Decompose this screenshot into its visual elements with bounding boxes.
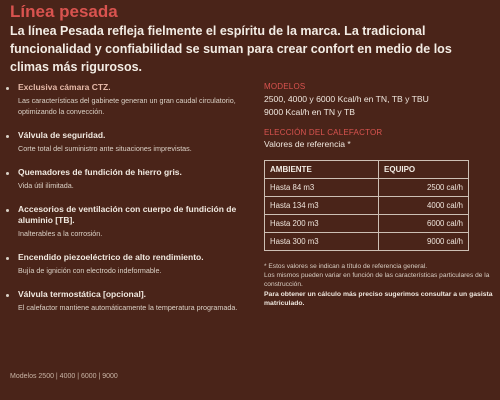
- features-list: [6, 82, 261, 326]
- table-row: [265, 179, 469, 197]
- note-text: Los mismos pueden variar en función de las características particulares de la construcción.: [264, 272, 490, 289]
- feature-item: [6, 130, 261, 154]
- table-cell-size: Hasta 300 m3: [265, 233, 379, 251]
- models-text: 2500, 4000 y 6000 Kcal/h en TN, TB y TBU 9000 Kcal/h en TN y TB: [264, 94, 429, 117]
- feature-title: Accesorios de ventilación con cuerpo de fundición de aluminio [TB].: [18, 204, 237, 225]
- reference-table: [264, 160, 469, 251]
- table-row: [265, 197, 469, 215]
- feature-description: Vida útil ilimitada.: [18, 181, 74, 190]
- bullet-icon: [6, 87, 9, 90]
- feature-item: [6, 289, 261, 313]
- feature-title: Válvula termostática [opcional].: [18, 289, 147, 299]
- bullet-icon: [6, 294, 9, 297]
- table-row: [265, 215, 469, 233]
- reference-label: Valores de referencia *: [264, 139, 351, 149]
- note-advice: Para obtener un cálculo más preciso sugerimos consultar a un gasista matriculado.: [264, 290, 493, 308]
- feature-item: [6, 82, 261, 117]
- table-cell-size: Hasta 134 m3: [265, 197, 379, 215]
- heater-heading: ELECCIÓN DEL CALEFACTOR: [264, 128, 383, 137]
- table-cell-equipment: 9000 cal/h: [379, 233, 469, 251]
- feature-description: Inalterables a la corrosión.: [18, 229, 103, 238]
- feature-description: El calefactor mantiene automáticamente la temperatura programada.: [18, 303, 238, 312]
- feature-item: [6, 252, 261, 276]
- table-cell-equipment: 6000 cal/h: [379, 215, 469, 233]
- feature-title: Válvula de seguridad.: [18, 130, 106, 140]
- bullet-icon: [6, 172, 9, 175]
- footer-models: Modelos 2500 | 4000 | 6000 | 9000: [10, 373, 118, 380]
- feature-item: [6, 204, 261, 239]
- table-cell-size: Hasta 200 m3: [265, 215, 379, 233]
- feature-description: Las características del gabinete generan un gran caudal circulatorio, optimizando la convección.: [18, 96, 236, 116]
- note-text: * Estos valores se indican a título de referencia general.: [264, 263, 428, 270]
- reference-notes: [264, 262, 496, 308]
- bullet-icon: [6, 135, 9, 138]
- intro-text: La línea Pesada refleja fielmente el espíritu de la marca. La tradicional funcionalidad y confiabilidad se suman para crear confort en medio de los climas más rigurosos.: [10, 24, 452, 74]
- table-cell-equipment: 4000 cal/h: [379, 197, 469, 215]
- specs-panel: [264, 82, 494, 308]
- table-cell-equipment: 2500 cal/h: [379, 179, 469, 197]
- table-row: [265, 233, 469, 251]
- feature-title: Encendido piezoeléctrico de alto rendimiento.: [18, 252, 204, 262]
- feature-title: Exclusiva cámara CTZ.: [18, 82, 111, 92]
- feature-description: Corte total del suministro ante situaciones imprevistas.: [18, 144, 192, 153]
- table-cell-size: Hasta 84 m3: [265, 179, 379, 197]
- models-heading: MODELOS: [264, 82, 306, 91]
- table-header-row: [265, 161, 469, 179]
- page-title: Línea pesada: [10, 2, 118, 21]
- feature-description: Bujía de ignición con electrodo indeformable.: [18, 266, 162, 275]
- bullet-icon: [6, 257, 9, 260]
- feature-title: Quemadores de fundición de hierro gris.: [18, 167, 182, 177]
- column-header-ambiente: AMBIENTE: [265, 161, 379, 179]
- bullet-icon: [6, 209, 9, 212]
- feature-item: [6, 167, 261, 191]
- column-header-equipo: EQUIPO: [379, 161, 469, 179]
